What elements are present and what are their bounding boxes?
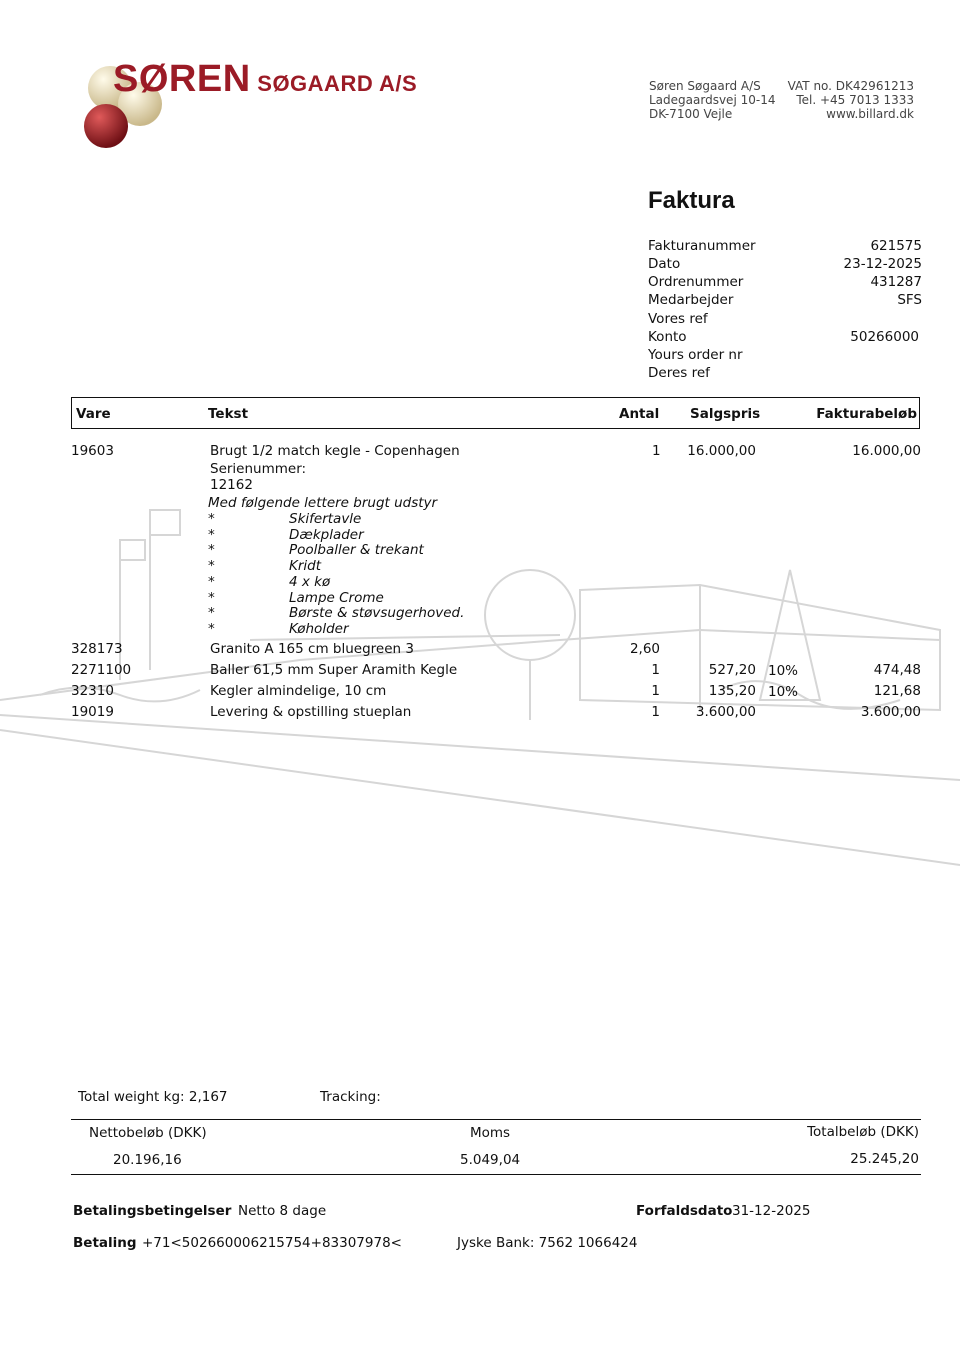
totals-bottom-rule <box>71 1174 921 1175</box>
meta-our-ref: Vores ref <box>648 311 708 327</box>
due-date-value: 31-12-2025 <box>732 1203 811 1219</box>
meta-date: Dato 23-12-2025 <box>648 256 922 272</box>
col-antal: Antal <box>619 406 660 422</box>
meta-your-ref: Deres ref <box>648 365 710 381</box>
payment-reference: +71<502660006215754+83307978< <box>142 1235 402 1251</box>
tracking-label: Tracking: <box>320 1089 381 1105</box>
meta-employee: Medarbejder SFS <box>648 292 922 308</box>
meta-account: Konto 50266000 <box>648 329 919 345</box>
meta-your-order: Yours order nr <box>648 347 743 363</box>
total-label: Totalbeløb (DKK) <box>807 1124 919 1140</box>
total-weight: Total weight kg: 2,167 <box>78 1089 228 1105</box>
due-date-label: Forfaldsdato <box>636 1203 733 1219</box>
company-contact: VAT no. DK42961213 Tel. +45 7013 1333 www.billard.dk <box>787 79 914 121</box>
total-value: 25.245,20 <box>850 1151 919 1167</box>
moms-label: Moms <box>470 1125 511 1141</box>
company-address: Søren Søgaard A/S Ladegaardsvej 10-14 DK-7100 Vejle <box>649 79 776 121</box>
company-logo-text: SØREN SØGAARD A/S <box>113 58 418 100</box>
invoice-title: Faktura <box>648 187 735 214</box>
payment-label: Betaling <box>73 1235 137 1251</box>
bank-account: Jyske Bank: 7562 1066424 <box>457 1235 638 1251</box>
payment-terms-label: Betalingsbetingelser <box>73 1203 232 1219</box>
col-fakturabelob: Fakturabeløb <box>816 406 917 422</box>
meta-order-number: Ordrenummer 431287 <box>648 274 922 290</box>
moms-value: 5.049,04 <box>460 1152 521 1168</box>
building-watermark <box>0 480 960 880</box>
payment-terms-value: Netto 8 dage <box>238 1203 327 1219</box>
netto-label: Nettobeløb (DKK) <box>89 1125 207 1141</box>
table-header <box>71 397 920 429</box>
col-salgspris: Salgspris <box>690 406 761 422</box>
meta-invoice-number: Fakturanummer 621575 <box>648 238 922 254</box>
col-tekst: Tekst <box>208 406 249 422</box>
netto-value: 20.196,16 <box>113 1152 182 1168</box>
totals-top-rule <box>71 1119 921 1120</box>
col-vare: Vare <box>76 406 111 422</box>
